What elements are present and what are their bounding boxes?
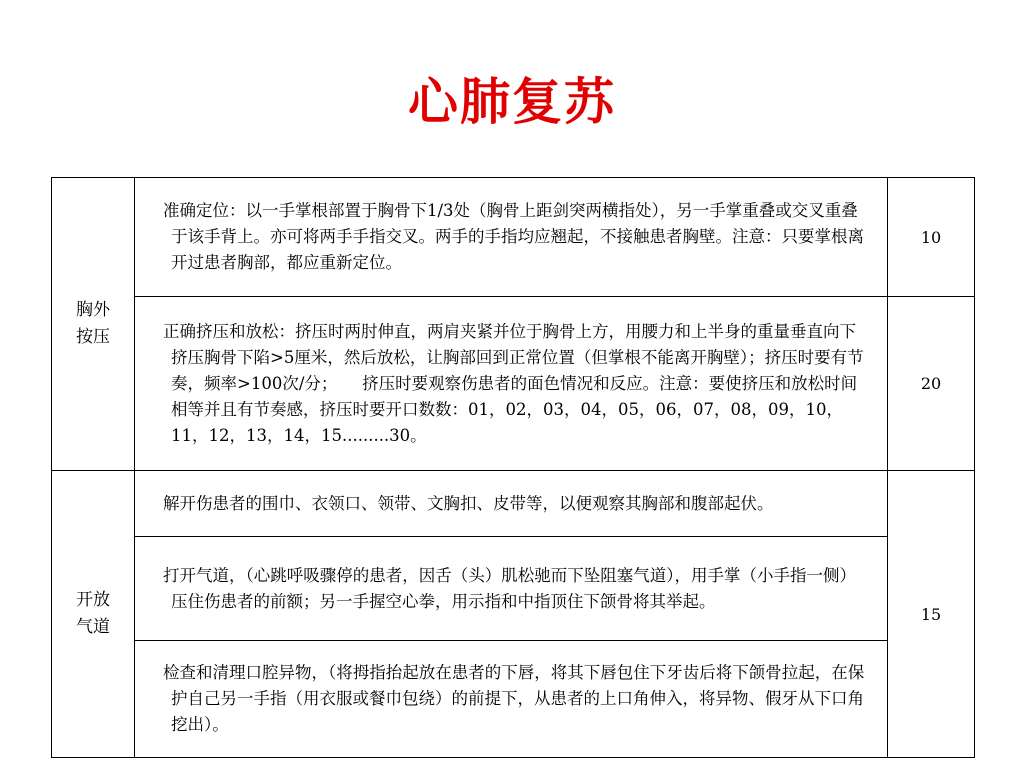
category-cell-chest-compression [52, 178, 135, 471]
content-cell [135, 297, 888, 471]
procedure-text: 准确定位：以一手掌根部置于胸骨下1/3处（胸骨上距剑突两横指处），另一手掌重叠或交叉重叠于该手背上。亦可将两手手指交叉。两手的手指均应翘起，不接触患者胸壁。注意：只要掌根离开过患者胸部，都应重新定位。 [163, 201, 864, 272]
score-cell: 15 [888, 471, 975, 758]
procedure-text: 检查和清理口腔异物，（将拇指抬起放在患者的下唇，将其下唇包住下牙齿后将下颌骨拉起，在保护自己另一手指（用衣服或餐巾包绕）的前提下，从患者的上口角伸入，将异物、假牙从下口角挖出）。 [163, 663, 865, 734]
table-row [52, 641, 975, 758]
procedure-text: 打开气道，（心跳呼吸骤停的患者，因舌（头）肌松驰而下坠阻塞气道），用手掌（小手指一侧）压住伤患者的前额；另一手握空心拳，用示指和中指顶住下颌骨将其举起。 [163, 565, 856, 611]
content-cell [135, 178, 888, 297]
cpr-table [51, 177, 975, 758]
score-cell: 10 [888, 178, 975, 297]
score-cell: 20 [888, 297, 975, 471]
category-label-line: 按压 [76, 327, 110, 347]
category-cell-open-airway [52, 471, 135, 758]
procedure-text: 正确挤压和放松：挤压时两肘伸直，两肩夹紧并位于胸骨上方，用腰力和上半身的重量垂直向下挤压胸骨下陷>5厘米，然后放松，让胸部回到正常位置（但掌根不能离开胸壁）；挤压时要有节奏，频率>100次/分； 挤压时要观察伤患者的面色情况和反应。注意：要使挤压和放松时间相等并且有节奏感，挤压时要开口数数：01，02，03，04，05，06，07，08，09，10，11，12，13，14，15.........30。 [163, 321, 864, 445]
page-title: 心肺复苏 [408, 73, 616, 131]
category-label-line: 气道 [76, 617, 110, 637]
content-cell [135, 537, 888, 641]
content-cell [135, 641, 888, 758]
table-row [52, 297, 975, 471]
content-cell [135, 471, 888, 537]
category-label-line: 胸外 [76, 300, 110, 320]
table-row [52, 537, 975, 641]
category-label-line: 开放 [76, 590, 110, 610]
table-row [52, 471, 975, 537]
procedure-text: 解开伤患者的围巾、衣领口、领带、文胸扣、皮带等，以便观察其胸部和腹部起伏。 [163, 493, 774, 513]
table-row [52, 178, 975, 297]
